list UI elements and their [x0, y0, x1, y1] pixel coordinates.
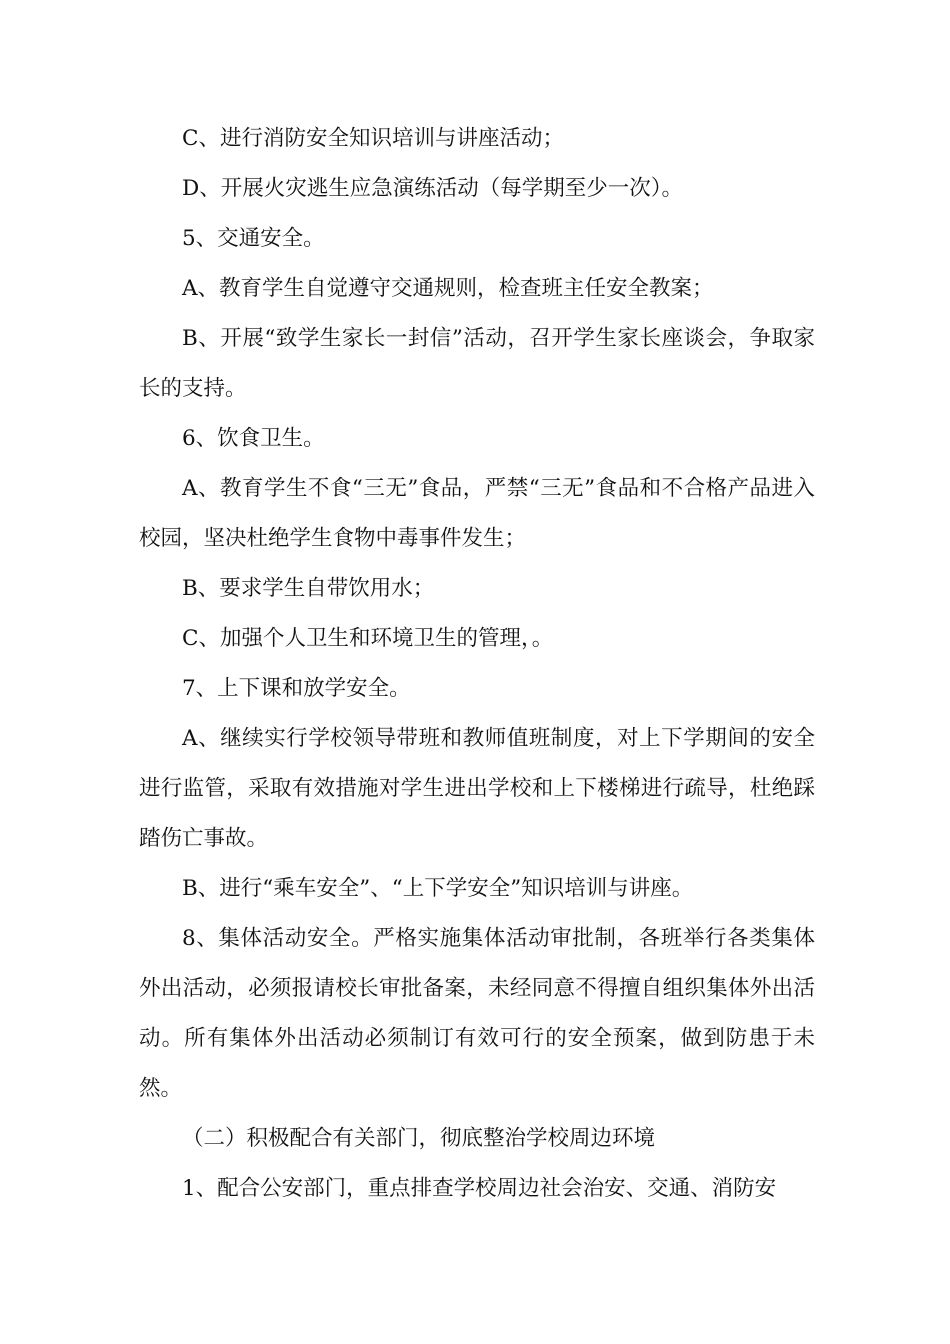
document-body: [139, 114, 815, 1214]
section-heading: 5、交通安全。: [182, 226, 325, 251]
paragraph: A、教育学生自觉遵守交通规则，检查班主任安全教案；: [182, 276, 714, 301]
paragraph: C、加强个人卫生和环境卫生的管理，。: [182, 626, 554, 651]
paragraph: B、开展“致学生家长一封信”活动，召开学生家长座谈会，争取家长的支持。: [139, 326, 815, 401]
section-heading: 6、饮食卫生。: [182, 426, 325, 451]
subsection-heading: （二）积极配合有关部门，彻底整治学校周边环境: [182, 1126, 656, 1151]
paragraph: C、进行消防安全知识培训与讲座活动；: [182, 126, 564, 151]
paragraph: 8、集体活动安全。严格实施集体活动审批制，各班举行各类集体外出活动，必须报请校长审批备案，未经同意不得擅自组织集体外出活动。所有集体外出活动必须制订有效可行的安全预案，做到防患于未然。: [139, 926, 815, 1101]
paragraph: B、要求学生自带饮用水；: [182, 576, 435, 601]
section-heading: 7、上下课和放学安全。: [182, 676, 411, 701]
paragraph: A、教育学生不食“三无”食品，严禁“三无”食品和不合格产品进入校园，坚决杜绝学生食物中毒事件发生；: [139, 476, 815, 551]
paragraph: B、进行“乘车安全”、“上下学安全”知识培训与讲座。: [182, 876, 694, 901]
paragraph: D、开展火灾逃生应急演练活动（每学期至少一次）。: [182, 176, 683, 201]
paragraph: A、继续实行学校领导带班和教师值班制度，对上下学期间的安全进行监管，采取有效措施对学生进出学校和上下楼梯进行疏导，杜绝踩踏伤亡事故。: [139, 726, 815, 851]
paragraph: 1、配合公安部门，重点排查学校周边社会治安、交通、消防安: [182, 1176, 777, 1201]
